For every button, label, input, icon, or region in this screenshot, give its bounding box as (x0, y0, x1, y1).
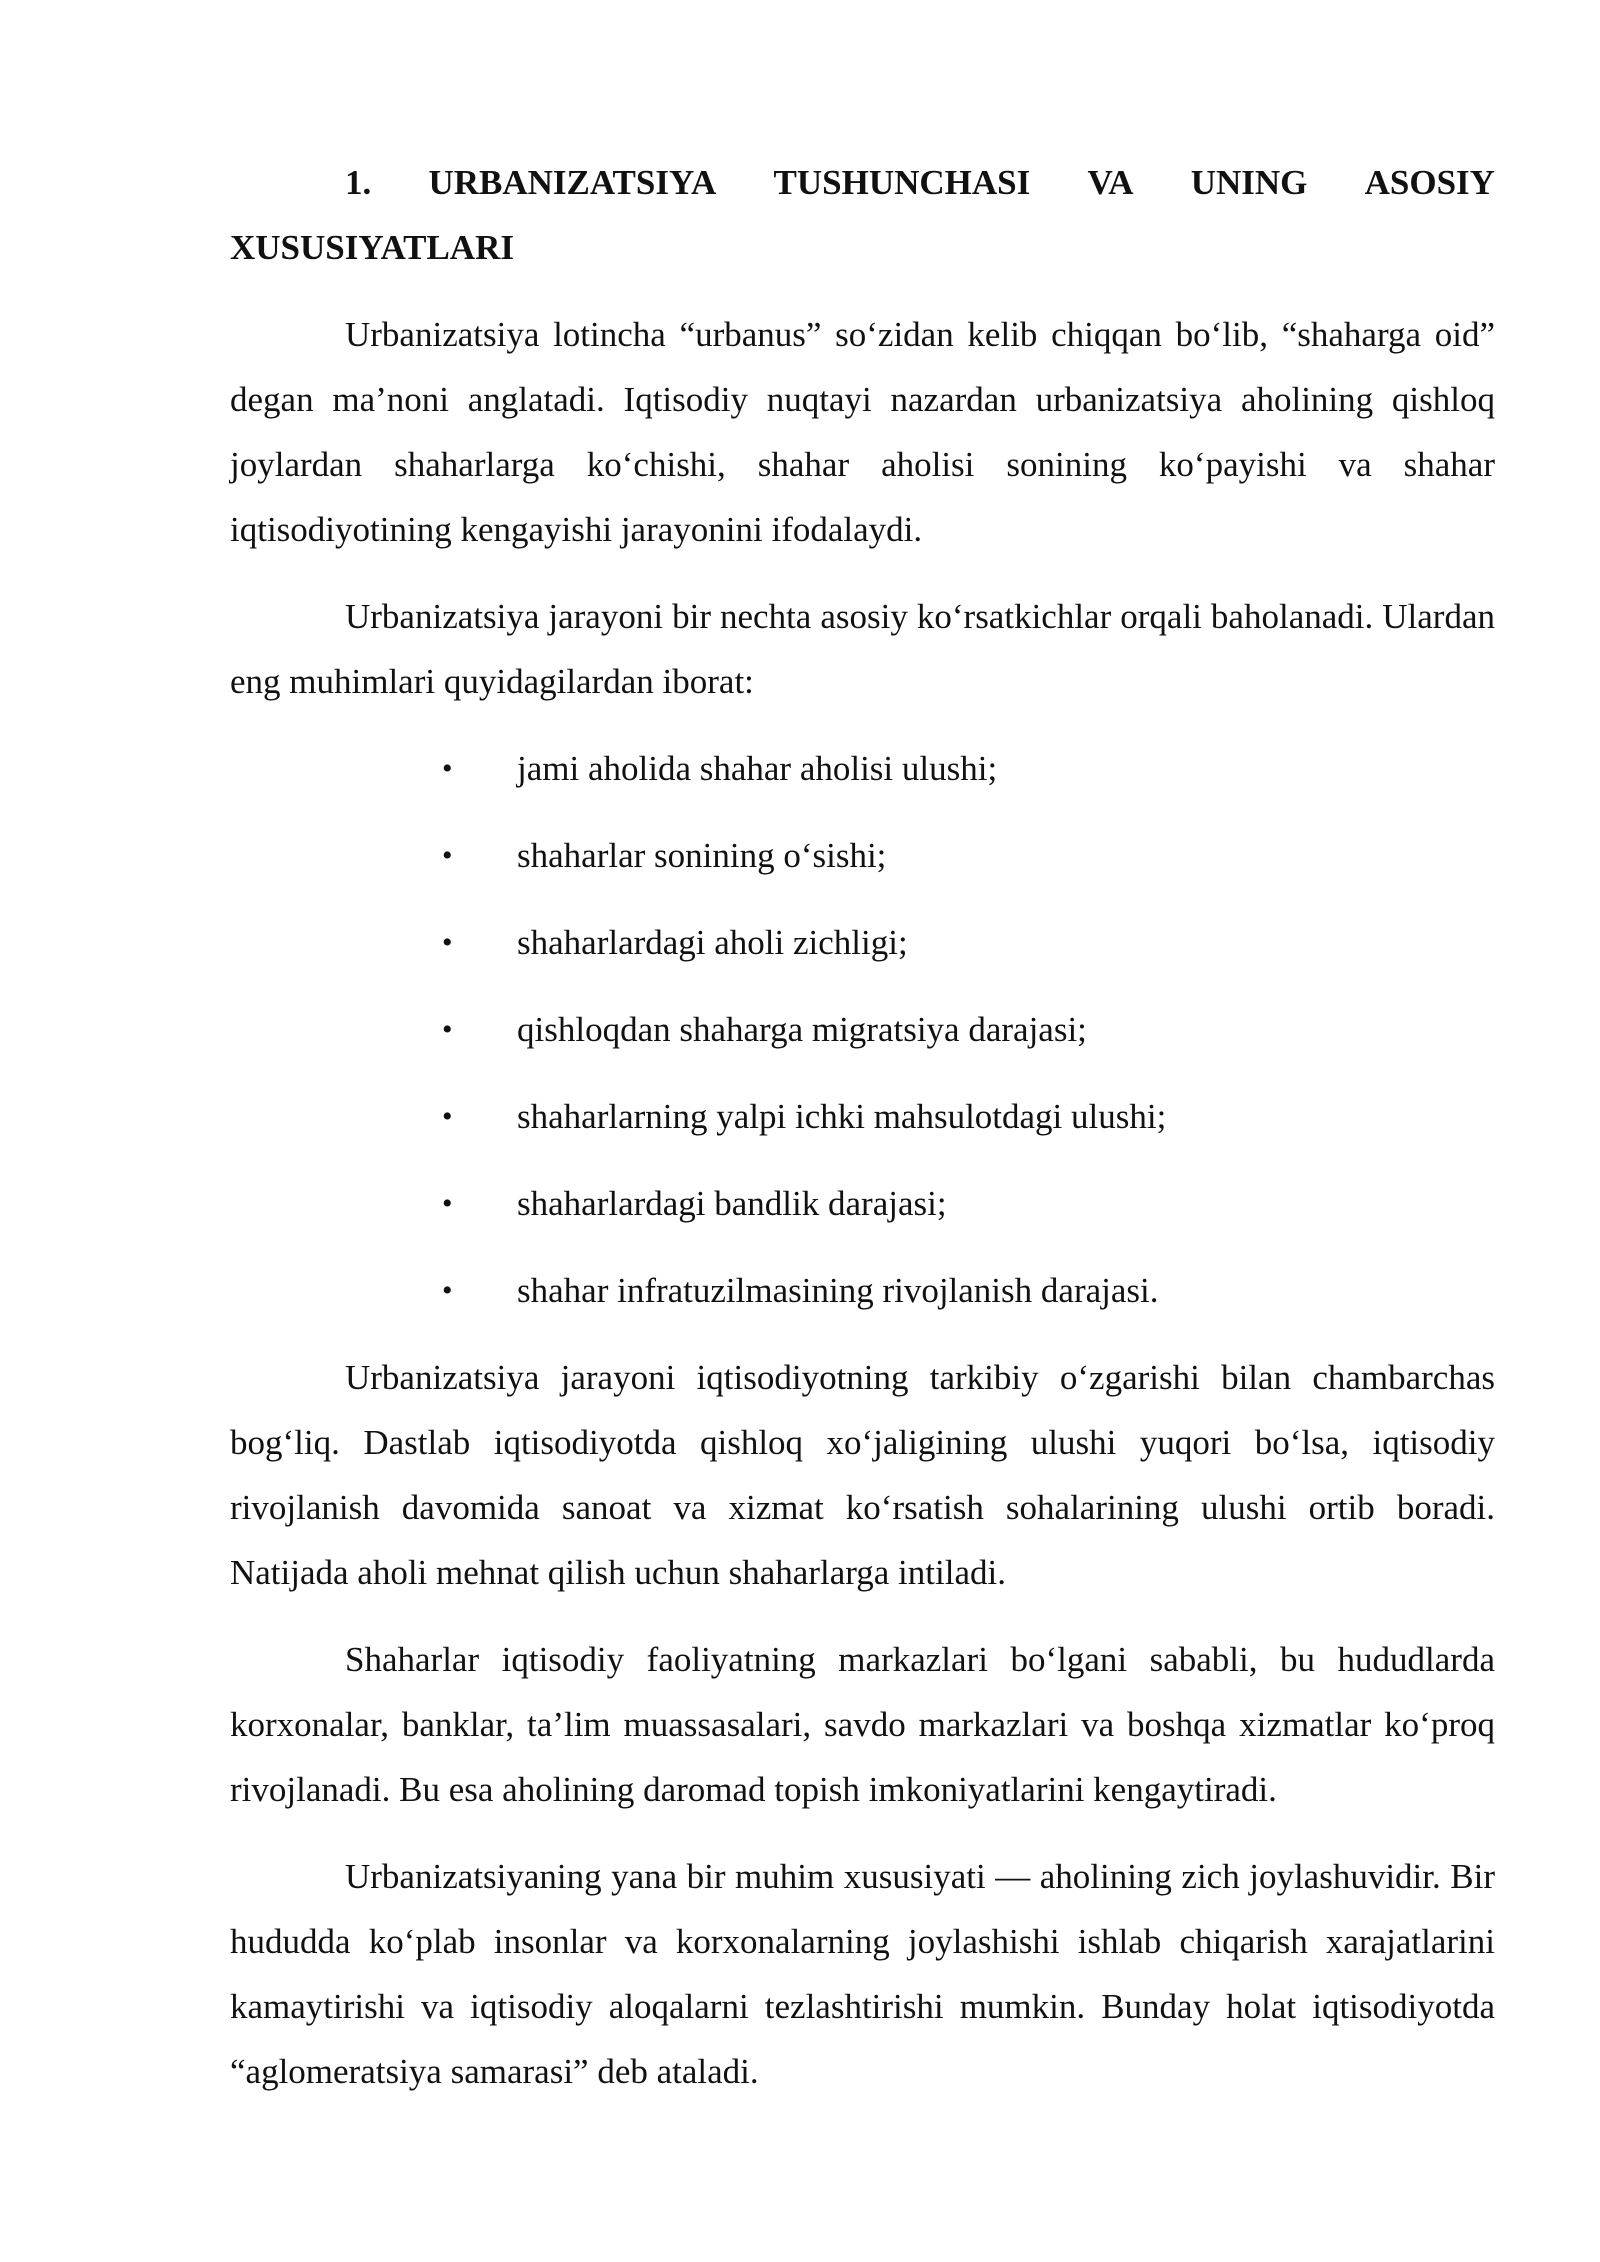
indicator-list (230, 736, 1495, 1323)
list-item-text: shahar infratuzilmasining rivojlanish darajasi. (517, 1271, 1159, 1310)
list-item-text: shaharlar sonining o‘sishi; (517, 836, 887, 875)
bullet-icon: • (442, 926, 453, 959)
paragraph-economic-centers: Shaharlar iqtisodiy faoliyatning markazlari bo‘lgani sababli, bu hududlarda korxonalar, banklar, ta’lim muassasalari, savdo markazlari va boshqa xizmatlar ko‘proq rivojlanadi. Bu esa aholining daromad topish imkoniyatlarini kengaytiradi. (230, 1640, 1495, 1809)
paragraph-structural-change: Urbanizatsiya jarayoni iqtisodiyotning tarkibiy o‘zgarishi bilan chambarchas bog‘liq. Dastlab iqtisodiyotda qishloq xo‘jaligining ulushi yuqori bo‘lsa, iqtisodiy rivojlanish davomida sanoat va xizmat ko‘rsatish sohalarining ulushi ortib boradi. Natijada aholi mehnat qilish uchun shaharlarga intiladi. (230, 1358, 1495, 1592)
heading-number: 1. (345, 163, 372, 202)
heading-word: VA (1087, 163, 1134, 202)
list-item (230, 736, 1495, 823)
heading-word: ASOSIY (1364, 163, 1495, 202)
list-item (230, 1171, 1495, 1258)
list-item (230, 997, 1495, 1084)
section-heading (230, 150, 1495, 215)
list-item (230, 1084, 1495, 1171)
document-page (230, 150, 1495, 2126)
heading-word: UNING (1190, 163, 1308, 202)
list-item-text: shaharlardagi bandlik darajasi; (517, 1184, 947, 1223)
list-item-text: jami aholida shahar aholisi ulushi; (517, 749, 998, 788)
paragraph-indicators-intro: Urbanizatsiya jarayoni bir nechta asosiy ko‘rsatkichlar orqali baholanadi. Ulardan eng muhimlari quyidagilardan iborat: (230, 597, 1495, 701)
list-item-text: shaharlarning yalpi ichki mahsulotdagi ulushi; (517, 1097, 1167, 1136)
list-item (230, 1258, 1495, 1323)
paragraph-agglomeration: Urbanizatsiyaning yana bir muhim xususiyati — aholining zich joylashuvidir. Bir hududda ko‘plab insonlar va korxonalarning joylashishi ishlab chiqarish xarajatlarini kamaytirishi va iqtisodiy aloqalarni tezlashtirishi mumkin. Bunday holat iqtisodiyotda “aglomeratsiya samarasi” deb ataladi. (230, 1857, 1495, 2091)
list-item-text: shaharlardagi aholi zichligi; (517, 923, 908, 962)
bullet-icon: • (442, 752, 453, 785)
bullet-icon: • (442, 1187, 453, 1220)
paragraph-definition: Urbanizatsiya lotincha “urbanus” so‘zidan kelib chiqqan bo‘lib, “shaharga oid” degan ma’noni anglatadi. Iqtisodiy nuqtayi nazardan urbanizatsiya aholining qishloq joylardan shaharlarga ko‘chishi, shahar aholisi sonining ko‘payishi va shahar iqtisodiyotining kengayishi jarayonini ifodalaydi. (230, 315, 1495, 549)
heading-word: URBANIZATSIYA (428, 163, 717, 202)
list-item (230, 823, 1495, 910)
heading-word: TUSHUNCHASI (773, 163, 1031, 202)
list-item (230, 910, 1495, 997)
bullet-icon: • (442, 1274, 453, 1307)
bullet-icon: • (442, 839, 453, 872)
heading-continuation: XUSUSIYATLARI (230, 228, 514, 267)
bullet-icon: • (442, 1013, 453, 1046)
bullet-icon: • (442, 1100, 453, 1133)
list-item-text: qishloqdan shaharga migratsiya darajasi; (517, 1010, 1087, 1049)
